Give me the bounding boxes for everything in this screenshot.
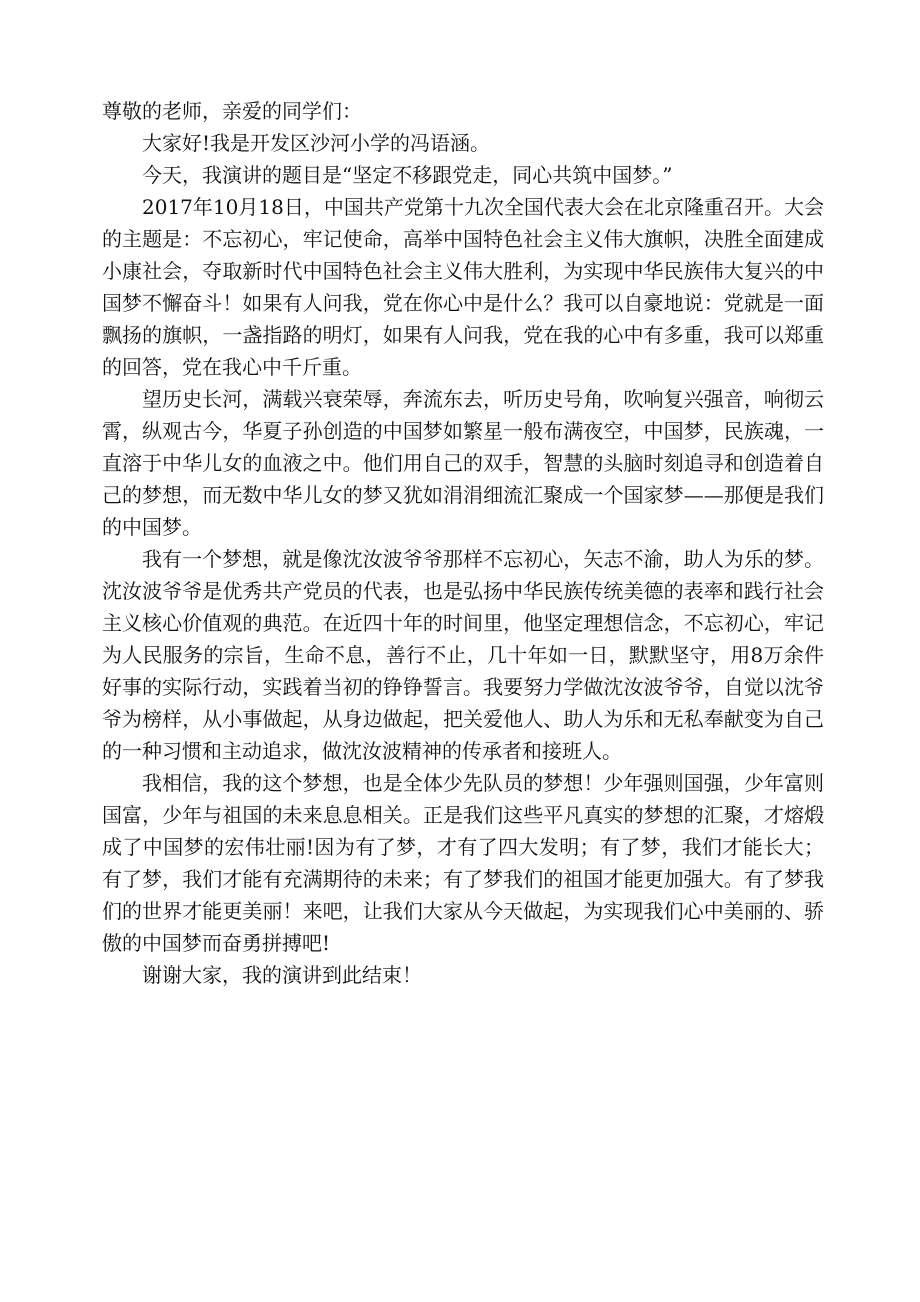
- speech-text: [102, 95, 824, 991]
- paragraph-history: 望历史长河，满载兴衰荣辱，奔流东去，听历史号角，吹响复兴强音，响彻云霄，纵观古今，华夏子孙创造的中国梦如繁星一般布满夜空，中国梦，民族魂，一直溶于中华儿女的血液之中。他们用自己的双手，智慧的头脑时刻追寻和创造着自己的梦想，而无数中华儿女的梦又犹如涓涓细流汇聚成一个国家梦——那便是我们的中国梦。: [102, 387, 824, 539]
- paragraph-closing: 谢谢大家，我的演讲到此结束！: [142, 963, 422, 987]
- paragraph-belief: 我相信，我的这个梦想，也是全体少先队员的梦想！少年强则国强，少年富则国富，少年与祖国的未来息息相关。正是我们这些平凡真实的梦想的汇聚，才熔煅成了中国梦的宏伟壮丽!因为有了梦，才有了四大发明；有了梦，我们才能长大；有了梦，我们才能有充满期待的未来；有了梦我们的祖国才能更加强大。有了梦我们的世界才能更美丽！来吧，让我们大家从今天做起，为实现我们心中美丽的、骄傲的中国梦而奋勇拼搏吧!: [102, 771, 824, 955]
- paragraph-dream: 我有一个梦想，就是像沈汝波爷爷那样不忘初心，矢志不渝，助人为乐的梦。沈汝波爷爷是优秀共产党员的代表，也是弘扬中华民族传统美德的表率和践行社会主义核心价值观的典范。在近四十年的时间里，他坚定理想信念，不忘初心，牢记为人民服务的宗旨，生命不息，善行不止，几十年如一日，默默坚守，用8万余件好事的实际行动，实践着当初的铮铮誓言。我要努力学做沈汝波爷爷，自觉以沈爷爷为榜样，从小事做起，从身边做起，把关爱他人、助人为乐和无私奉献变为自己的一种习惯和主动追求，做沈汝波精神的传承者和接班人。: [102, 547, 824, 763]
- paragraph-topic: 今天，我演讲的题目是“坚定不移跟党走，同心共筑中国梦。”: [142, 163, 673, 187]
- salutation: 尊敬的老师，亲爱的同学们：: [102, 99, 362, 123]
- paragraph-greeting: 大家好!我是开发区沙河小学的冯语涵。: [142, 131, 491, 155]
- paragraph-congress: 2017年10月18日，中国共产党第十九次全国代表大会在北京隆重召开。大会的主题是：不忘初心，牢记使命，高举中国特色社会主义伟大旗帜，决胜全面建成小康社会，夺取新时代中国特色社会主义伟大胜利，为实现中华民族伟大复兴的中国梦不懈奋斗！如果有人问我，党在你心中是什么？我可以自豪地说：党就是一面飘扬的旗帜，一盏指路的明灯，如果有人问我，党在我的心中有多重，我可以郑重的回答，党在我心中千斤重。: [102, 195, 824, 379]
